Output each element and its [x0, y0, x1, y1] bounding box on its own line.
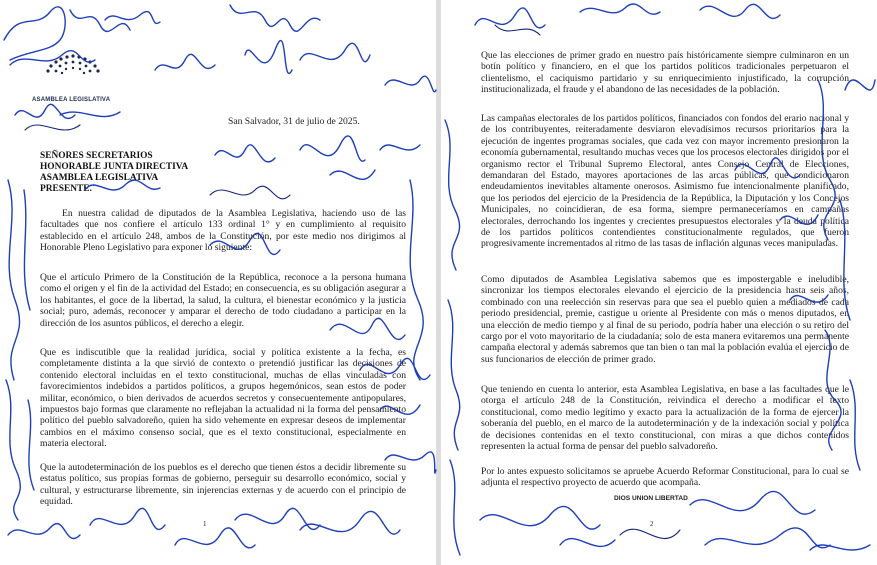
- place-date: San Salvador, 31 de julio de 2025.: [228, 116, 360, 127]
- paragraph: Que el artículo Primero de la Constitución de la República, reconoce a la persona humana como el origen y el fin de la actividad del Estado; en consecuencia, es su obligación asegurar a los habitantes, el goce de la libertad, la salud, la cultura, el bienestar económico y la justicia social; puro, además, reconocer y amparar el derecho de todo ciudadano a participar en la dirección de los asuntos públicos, el derecho a elegir.: [40, 272, 406, 329]
- addressee-line-2: HONORABLE JUNTA DIRECTIVA: [40, 162, 189, 172]
- institution-label: ASAMBLEA LEGISLATIVA: [32, 97, 111, 103]
- addressee-line-3: ASAMBLEA LEGISLATIVA: [40, 173, 159, 183]
- paragraph: Que la autodeterminación de los pueblos es el derecho que tienen éstos a decidir libremente su estatus político, sus propias formas de gobierno, perseguir su desarrollo económico, social y cultural, y estructurarse libremente, sin injerencias externas y de acuerdo con el principio de equidad.: [40, 462, 406, 508]
- page-1: [0, 0, 436, 565]
- addressee-line-4: PRESENTE.: [40, 184, 92, 194]
- paragraph: Las campañas electorales de los partidos políticos, financiados con fondos del erario nacional y de los contribuyentes, reiteradamente desviaron elevadísimos recursos prioritarios para la ejecución de ingentes programas sociales, que cada vez con mayor incremento presionaron la economía gubernamental, resultando muchas veces que los procesos electorales dirigidos por el organismo rector el Tribunal Supremo Electoral, antes Consejo Central de Elecciones, demandaran del Estado, mayores aportaciones de las arcas públicas, que condicionaron endeudamientos inevitables altamente onerosos. Asimismo fue intencionalmente planificado, que los periodos del ejercicio de la Presidencia de la República, la Diputación y los Concejos Municipales, no coincidieran, de esa forma, siempre permaneceríamos en campañas electorales, derrochando los ingentes y crecientes presupuestos electorales y la deuda política de los partidos políticos contendientes constitucionalmente regulados, que fueron progresivamente incrementados al ritmo de las tasas de inflación algunas veces manipuladas.: [481, 113, 849, 250]
- paragraph: Que teniendo en cuenta lo anterior, esta Asamblea Legislativa, en base a las facultades que le otorga el artículo 248 de la Constitución, reivindica el derecho a modificar el texto constitucional, como medio legítimo y exacto para la actualización de la forma de ejercer la soberanía del pueblo, en el marco de la autodeterminación y de la indexación social y política de decisiones contenidas en el texto constitucional, con miras a que dichos contenidos representen la actual forma de pensar del pueblo salvadoreño.: [481, 384, 849, 453]
- addressee-line-1: SEÑORES SECRETARIOS: [40, 151, 153, 161]
- motto: DIOS UNION LIBERTAD: [614, 495, 688, 502]
- intro-paragraph: En nuestra calidad de diputados de la Asamblea Legislativa, haciendo uso de las facultades que nos confiere el artículo 133 ordinal 1° y en cumplimiento al requisito establecido en el artículo 248, ambos de la Constitución, por este medio nos dirigimos al Honorable Pleno Legislativo para exponer lo siguiente:: [40, 208, 406, 254]
- paragraph: Que las elecciones de primer grado en nuestro país históricamente siempre culminaron en un botín político y financiero, en el que los partidos políticos tradicionales perpetuaron el clientelismo, el caciquismo partidario y su enriquecimiento injustificado, la corrupción institucionalizada, el fraude y el abandono de las necesidades de la población.: [481, 50, 849, 96]
- paragraph: Que es indiscutible que la realidad jurídica, social y política existente a la fecha, es completamente distinta a la que sirvió de contexto o pretendió justificar las decisiones de contenido electoral incluidas en el texto constitucional, muchas de ellas vinculadas con favorecimientos indebidos a partidos políticos, a grupos hegemónicos, sean estos de poder militar, económico, o bien derivados de acuerdos secretos y consecuentemente antipopulares, impuestos bajo formas que claramente no reflejaban la actualidad ni la forma del pensamiento político del pueblo salvadoreño, quien ha sido vehemente en expresar deseos de implementar cambios en el máximo consenso social, que es el texto constitucional, especialmente en materia electoral.: [40, 347, 406, 450]
- paragraph: Por lo antes expuesto solicitamos se apruebe Acuerdo Reformar Constitucional, para lo cual se adjunta el respectivo proyecto de acuerdo que acompaña.: [481, 466, 849, 489]
- assembly-emblem-icon: [38, 50, 108, 92]
- paragraph: Como diputados de Asamblea Legislativa sabemos que es impostergable e ineludible, sincronizar los tiempos electorales elevando el ejercicio de la presidencia hasta seis años, combinado con una reelección sin reservas para que sea el pueblo quien a mediados de cada periodo presidencial, premie, castigue u oriente al Presidente con más o menos diputados, en una elección de medio tiempo y al final de su periodo, podría haber una elección o su retiro del cargo por el voto mayoritario de la ciudadanía; solo de esta manera evitaremos una permanente campaña electoral y además sabremos que tan bien o tan mal la población evalúa el ejercicio de sus funcionarios de elección de primer grado.: [481, 274, 849, 365]
- page-number: 1: [203, 520, 207, 528]
- page-2: [441, 0, 877, 565]
- page-number: 2: [650, 520, 654, 528]
